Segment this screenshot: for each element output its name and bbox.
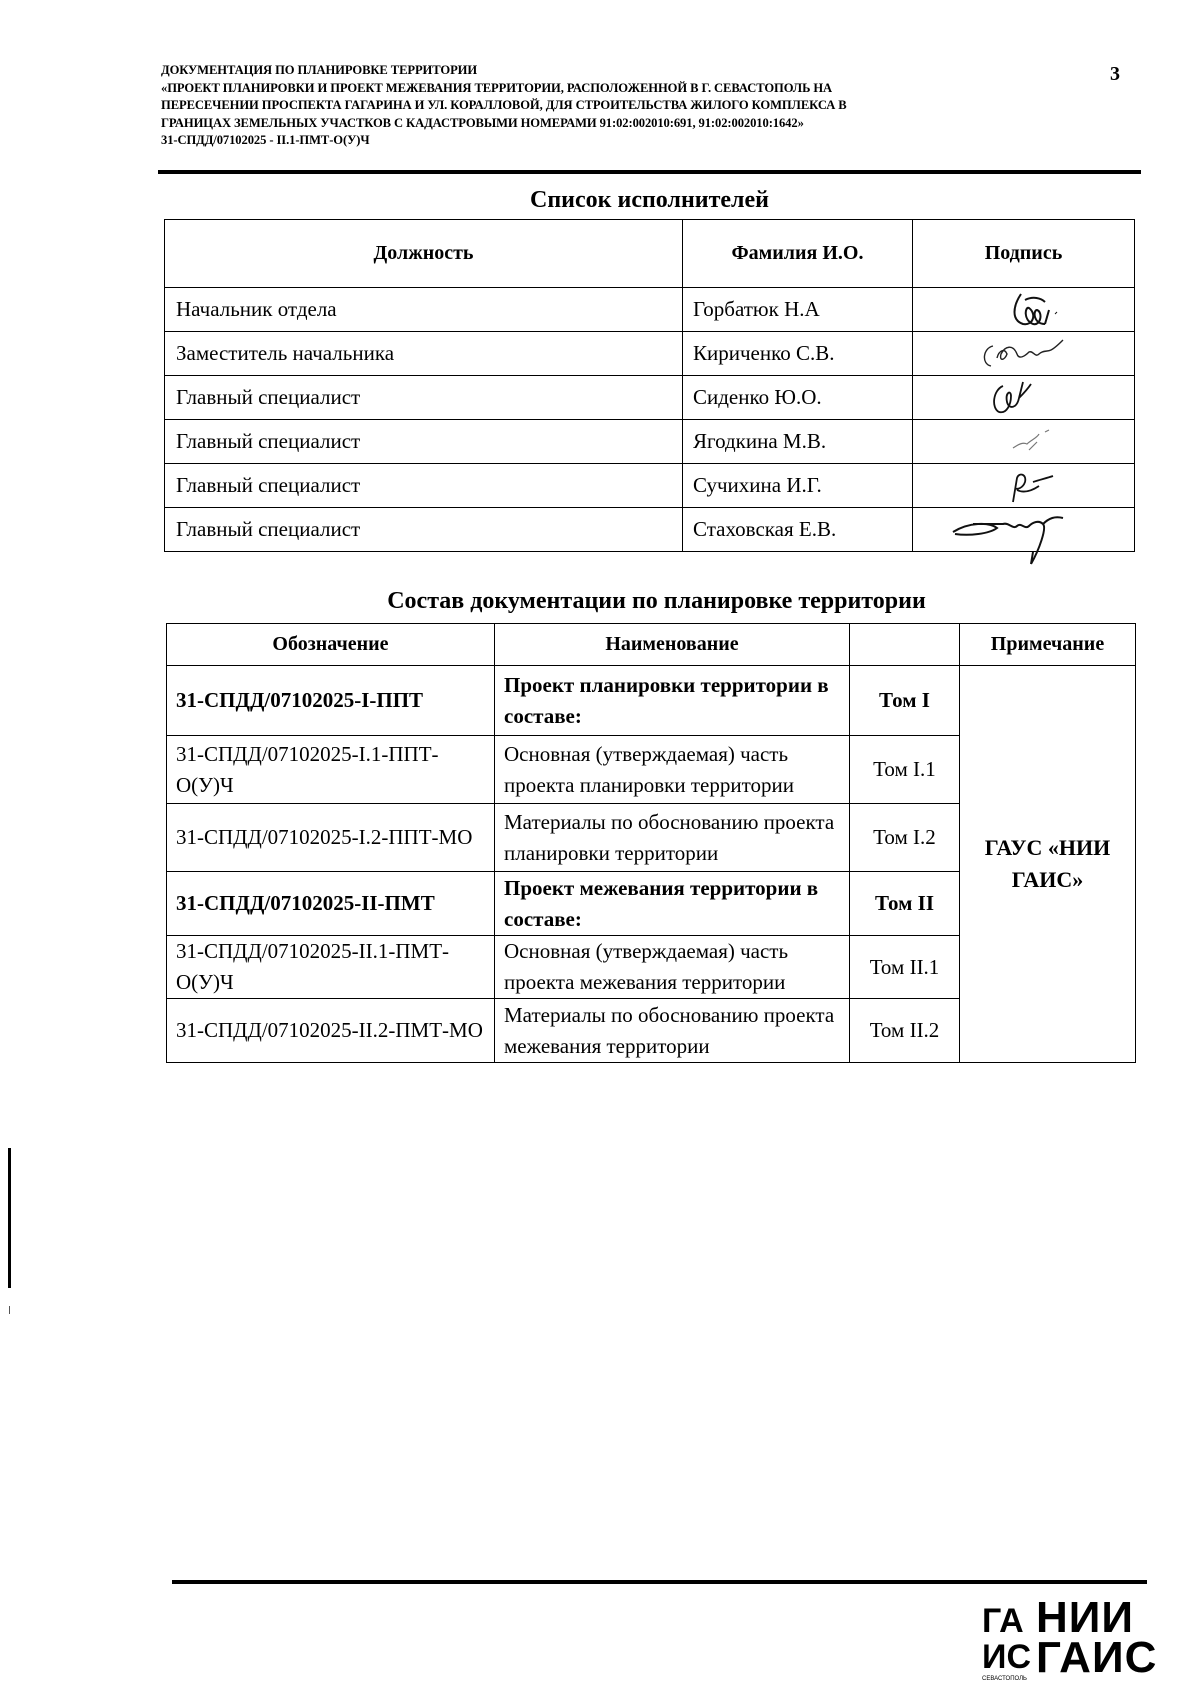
position-cell: Главный специалист [165, 376, 683, 420]
volume-cell: Том II [850, 872, 960, 936]
code-cell: 31-СПДД/07102025-I.2-ППТ-МО [167, 804, 495, 872]
name-cell: Сиденко Ю.О. [683, 376, 913, 420]
header-line: ДОКУМЕНТАЦИЯ ПО ПЛАНИРОВКЕ ТЕРРИТОРИИ [161, 63, 478, 77]
name-cell: Проект планировки территории в составе: [495, 666, 850, 736]
code-cell: 31-СПДД/07102025-II-ПМТ [167, 872, 495, 936]
position-cell: Заместитель начальника [165, 332, 683, 376]
name-cell: Горбатюк Н.А [683, 288, 913, 332]
nii-gais-logo [980, 1593, 1158, 1684]
logo-city: СЕВАСТОПОЛЬ [982, 1676, 1027, 1682]
code-cell: 31-СПДД/07102025-II.2-ПМТ-МО [167, 999, 495, 1063]
footer-rule [172, 1580, 1147, 1584]
header-line: ГРАНИЦАХ ЗЕМЕЛЬНЫХ УЧАСТКОВ С КАДАСТРОВЫМИ НОМЕРАМИ 91:02:002010:691, 91:02:002010:1642» [161, 115, 804, 130]
table-row [165, 508, 1135, 552]
volume-cell: Том II.2 [850, 999, 960, 1063]
header-line: 31-СПДД/07102025 - II.1-ПМТ-О(У)Ч [161, 133, 370, 147]
signature-cell [913, 508, 1135, 552]
logo-word-bottom: ГАИС [1036, 1633, 1158, 1682]
executors-table [164, 219, 1135, 552]
logo-mark-top: ГА [982, 1602, 1024, 1640]
note-cell: ГАУС «НИИ ГАИС» [960, 666, 1136, 1063]
name-cell: Кириченко С.В. [683, 332, 913, 376]
name-cell: Основная (утверждаемая) часть проекта планировки территории [495, 736, 850, 804]
logo-mark-bottom: ИС [982, 1638, 1031, 1676]
scan-margin-dot [9, 1306, 10, 1314]
name-cell: Ягодкина М.В. [683, 420, 913, 464]
volume-cell: Том II.1 [850, 936, 960, 999]
table-header-row [165, 220, 1135, 288]
column-header: Должность [165, 220, 683, 288]
logo-mark-icon [980, 1594, 1040, 1684]
code-cell: 31-СПДД/07102025-I-ППТ [167, 666, 495, 736]
volume-cell: Том I.1 [850, 736, 960, 804]
header-line: «ПРОЕКТ ПЛАНИРОВКИ И ПРОЕКТ МЕЖЕВАНИЯ ТЕРРИТОРИИ, РАСПОЛОЖЕННОЙ В Г. СЕВАСТОПОЛЬ НА [161, 80, 833, 95]
logo-word-top: НИИ [1036, 1593, 1135, 1642]
name-cell: Сучихина И.Г. [683, 464, 913, 508]
document-header [161, 62, 1041, 150]
page-number: 3 [1110, 63, 1120, 85]
code-cell: 31-СПДД/07102025-I.1-ППТ-О(У)Ч [167, 736, 495, 804]
scan-margin-mark [8, 1148, 11, 1288]
name-cell: Проект межевания территории в составе: [495, 872, 850, 936]
header-rule [158, 170, 1141, 174]
position-cell: Главный специалист [165, 464, 683, 508]
signature-image [933, 500, 1113, 580]
table-header-row [167, 624, 1136, 666]
column-header: Фамилия И.О. [683, 220, 913, 288]
documents-title: Состав документации по планировке территории [387, 588, 926, 614]
name-cell: Стаховская Е.В. [683, 508, 913, 552]
header-line: ПЕРЕСЕЧЕНИИ ПРОСПЕКТА ГАГАРИНА И УЛ. КОРАЛЛОВОЙ, ДЛЯ СТРОИТЕЛЬСТВА ЖИЛОГО КОМПЛЕКСА В [161, 98, 847, 112]
position-cell: Главный специалист [165, 420, 683, 464]
documents-table [166, 623, 1136, 1063]
name-cell: Материалы по обоснованию проекта межевания территории [495, 999, 850, 1063]
executors-title: Список исполнителей [530, 187, 769, 213]
column-header: Подпись [913, 220, 1135, 288]
column-header: Наименование [495, 624, 850, 666]
code-cell: 31-СПДД/07102025-II.1-ПМТ-О(У)Ч [167, 936, 495, 999]
table-row [167, 666, 1136, 736]
volume-cell: Том I [850, 666, 960, 736]
position-cell: Начальник отдела [165, 288, 683, 332]
column-header: Обозначение [167, 624, 495, 666]
column-header: Примечание [960, 624, 1136, 666]
volume-cell: Том I.2 [850, 804, 960, 872]
name-cell: Основная (утверждаемая) часть проекта межевания территории [495, 936, 850, 999]
position-cell: Главный специалист [165, 508, 683, 552]
column-header [850, 624, 960, 666]
name-cell: Материалы по обоснованию проекта планировки территории [495, 804, 850, 872]
